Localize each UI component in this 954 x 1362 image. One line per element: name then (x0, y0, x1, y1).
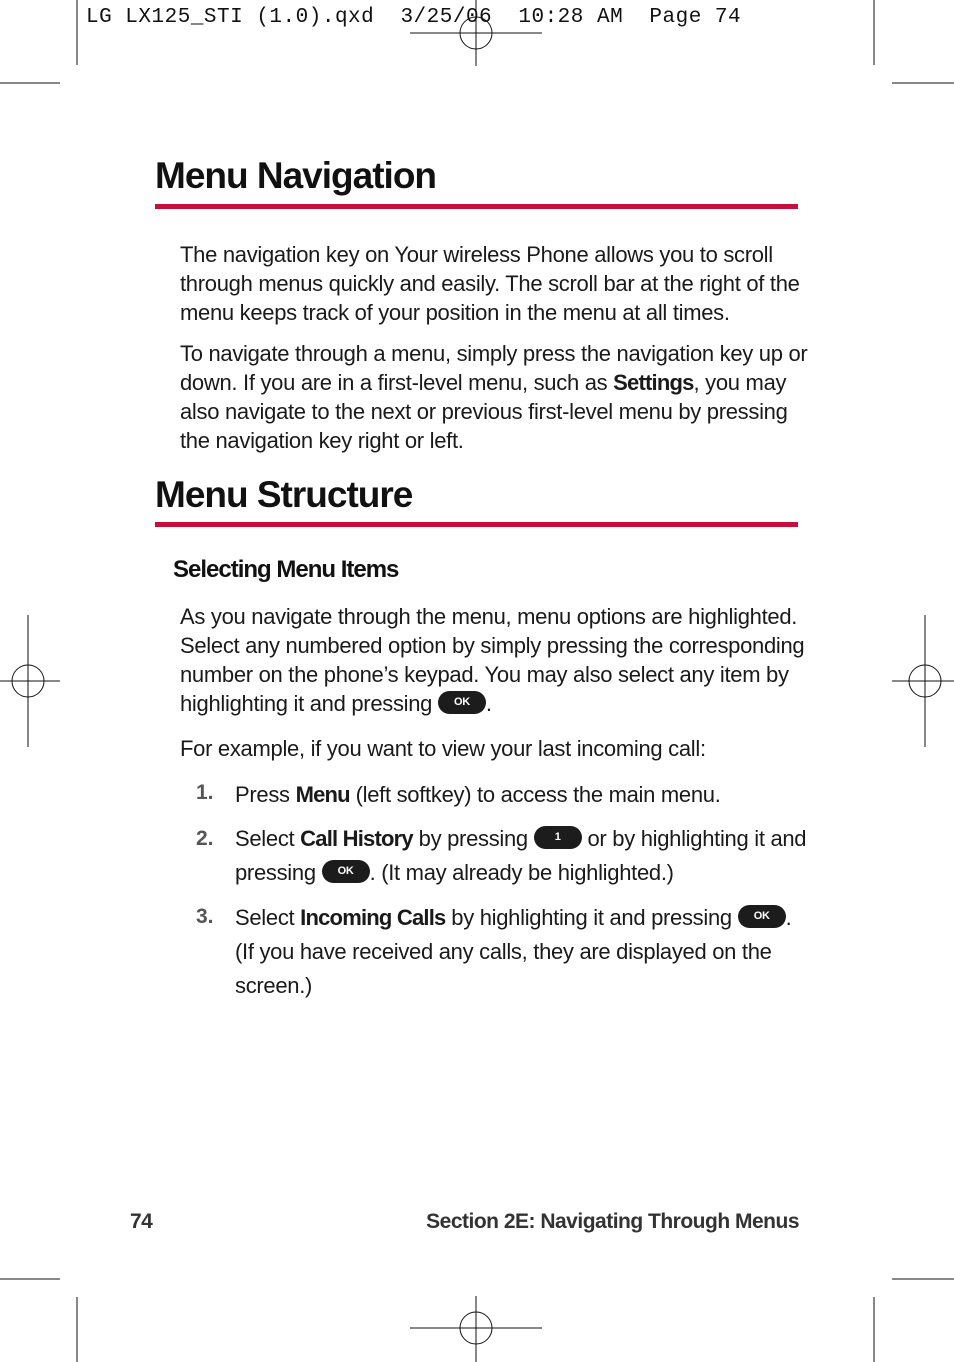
ok-key-icon: OK (738, 905, 786, 928)
menu-navigation-paragraph-1: The navigation key on Your wireless Phone allows you to scroll through menus quickly and easily. The scroll bar at the right of the menu keeps track of your position in the menu at all times. (180, 242, 800, 325)
menu-structure-heading: Menu Structure (155, 474, 413, 515)
settings-term: Settings (613, 370, 694, 395)
step-number: 1. (196, 781, 214, 804)
ok-key-icon: OK (322, 860, 370, 883)
page-number: 74 (130, 1210, 153, 1233)
section-footer: Section 2E: Navigating Through Menus (426, 1210, 799, 1233)
menu-navigation-paragraph-2: To navigate through a menu, simply press the navigation key up or down. If you are in a first-level menu, such as Settings, you may also navigate to the next or previous first-level menu by pressing the navigation key right or left. (180, 341, 808, 453)
menu-structure-paragraph-2: For example, if you want to view your last incoming call: (180, 736, 706, 761)
step-3: Select Incoming Calls by highlighting it and pressing OK . (If you have received any calls, they are displayed on the screen.) (235, 905, 792, 998)
heading-rule (155, 522, 798, 527)
step-1: Press Menu (left softkey) to access the main menu. (235, 782, 721, 807)
one-key-icon: 1 (534, 826, 582, 849)
print-slug: LG LX125_STI (1.0).qxd 3/25/06 10:28 AM Page 74 (86, 6, 742, 29)
heading-rule (155, 204, 798, 209)
step-number: 2. (196, 827, 214, 850)
call-history-term: Call History (300, 826, 413, 851)
selecting-menu-items-heading: Selecting Menu Items (173, 556, 399, 583)
ok-key-icon: OK (438, 691, 486, 714)
incoming-calls-term: Incoming Calls (300, 905, 446, 930)
menu-term: Menu (295, 782, 350, 807)
menu-structure-paragraph-1: As you navigate through the menu, menu options are highlighted. Select any numbered option by simply pressing the corresponding number on the phone’s keypad. You may also select any item by highlighting it and pressing OK . (180, 604, 805, 716)
step-number: 3. (196, 905, 214, 928)
menu-navigation-heading: Menu Navigation (155, 155, 437, 196)
step-2: Select Call History by pressing 1 or by highlighting it and pressing OK . (It may already be highlighted.) (235, 826, 807, 885)
